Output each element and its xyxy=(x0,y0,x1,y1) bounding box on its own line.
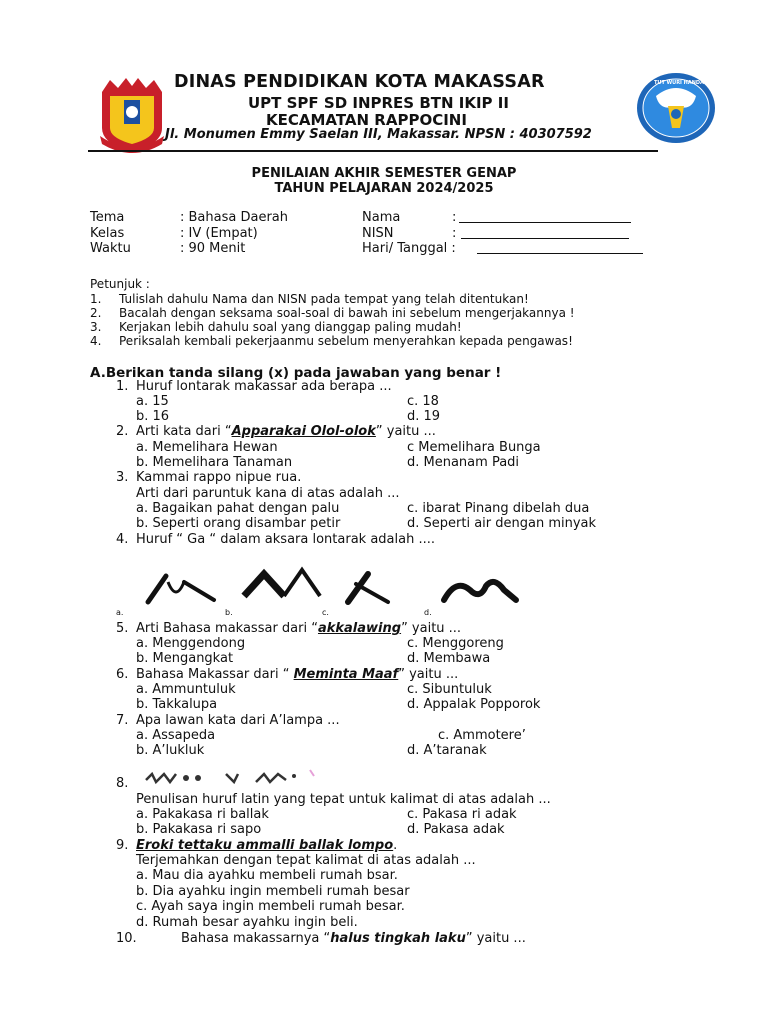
q4-number: 4. xyxy=(116,532,129,547)
q7-option-d[interactable]: d. A’taranak xyxy=(407,743,487,758)
q8-option-b[interactable]: b. Pakakasa ri sapo xyxy=(136,822,262,837)
q9-number: 9. xyxy=(116,838,129,853)
petunjuk-item-2: Bacalah dengan seksama soal-soal di bawah ini sebelum mengerjakannya ! xyxy=(119,306,575,320)
q2-option-d[interactable]: d. Menanam Padi xyxy=(407,455,520,470)
q5-option-b[interactable]: b. Mengangkat xyxy=(136,651,234,666)
q3-option-d[interactable]: d. Seperti air dengan minyak xyxy=(407,516,597,531)
exam-title-line2: TAHUN PELAJARAN 2024/2025 xyxy=(274,181,494,196)
section-a-title: A.Berikan tanda silang (x) pada jawaban yang benar ! xyxy=(90,365,502,381)
nisn-blank[interactable] xyxy=(461,227,629,239)
q4-option-b[interactable]: b. xyxy=(225,608,233,617)
q7-option-a[interactable]: a. Assapeda xyxy=(136,728,216,743)
nama-colon: : xyxy=(452,210,457,225)
q9-option-a[interactable]: a. Mau dia ayahku membeli rumah bsar. xyxy=(136,868,398,883)
nama-blank[interactable] xyxy=(459,211,631,223)
q1-option-d[interactable]: d. 19 xyxy=(407,409,441,424)
q8-text: Penulisan huruf latin yang tepat untuk kalimat di atas adalah ... xyxy=(136,792,551,807)
petunjuk-num-2: 2. xyxy=(90,306,102,320)
q6-option-b[interactable]: b. Takkalupa xyxy=(136,697,218,712)
q3-number: 3. xyxy=(116,470,129,485)
q7-option-b[interactable]: b. A’lukluk xyxy=(136,743,205,758)
nisn-label: NISN xyxy=(362,226,394,241)
q4-option-a[interactable]: a. xyxy=(116,608,124,617)
q6-option-a[interactable]: a. Ammuntuluk xyxy=(136,682,236,697)
lontara-glyph-d xyxy=(440,572,520,606)
q3-option-c[interactable]: c. ibarat Pinang dibelah dua xyxy=(407,501,590,516)
q5-option-d[interactable]: d. Membawa xyxy=(407,651,491,666)
kelas-label: Kelas xyxy=(90,226,125,241)
q2-option-b[interactable]: b. Memelihara Tanaman xyxy=(136,455,293,470)
q5-option-c[interactable]: c. Menggoreng xyxy=(407,636,504,651)
q6-number: 6. xyxy=(116,667,129,682)
tut-wuri-handayani-logo xyxy=(636,72,716,144)
header-line1: DINAS PENDIDIKAN KOTA MAKASSAR xyxy=(174,72,545,92)
q6-text: Bahasa Makassar dari “ Meminta Maaf” yaitu ... xyxy=(136,667,459,682)
petunjuk-item-3: Kerjakan lebih dahulu soal yang dianggap paling mudah! xyxy=(119,320,462,334)
makassar-logo xyxy=(96,74,168,154)
q3-text2: Arti dari paruntuk kana di atas adalah ... xyxy=(136,486,400,501)
q1-option-c[interactable]: c. 18 xyxy=(407,394,439,409)
q10-text: Bahasa makassarnya “halus tingkah laku” yaitu ... xyxy=(181,931,526,946)
q5-number: 5. xyxy=(116,621,129,636)
petunjuk-num-4: 4. xyxy=(90,334,102,348)
q9-text: Eroki tettaku ammalli ballak lompo. xyxy=(136,838,398,853)
header-line2: UPT SPF SD INPRES BTN IKIP II xyxy=(248,94,509,112)
q3-option-a[interactable]: a. Bagaikan pahat dengan palu xyxy=(136,501,340,516)
q7-option-c[interactable]: c. Ammotere’ xyxy=(438,728,526,743)
q3-text: Kammai rappo nipue rua. xyxy=(136,470,302,485)
q4-text: Huruf “ Ga “ dalam aksara lontarak adalah .... xyxy=(136,532,435,547)
q1-option-a[interactable]: a. 15 xyxy=(136,394,169,409)
tema-value: : Bahasa Daerah xyxy=(180,210,288,225)
q1-option-b[interactable]: b. 16 xyxy=(136,409,170,424)
hari-tanggal-blank[interactable] xyxy=(477,242,643,254)
q5-option-a[interactable]: a. Menggendong xyxy=(136,636,246,651)
q5-text: Arti Bahasa makassar dari “akkalawing” yaitu ... xyxy=(136,621,462,636)
tema-label: Tema xyxy=(90,210,125,225)
petunjuk-num-3: 3. xyxy=(90,320,102,334)
petunjuk-num-1: 1. xyxy=(90,292,102,306)
waktu-label: Waktu xyxy=(90,241,131,256)
header-address: Jl. Monumen Emmy Saelan III, Makassar. NPSN : 40307592 xyxy=(165,127,592,142)
nama-label: Nama xyxy=(362,210,401,225)
lontara-glyph-c xyxy=(338,566,394,608)
nisn-colon: : xyxy=(452,226,457,241)
q6-option-d[interactable]: d. Appalak Popporok xyxy=(407,697,541,712)
logo-motto: TUT WURI HANDAYANI xyxy=(654,80,717,86)
q8-number: 8. xyxy=(116,776,129,791)
q2-option-c[interactable]: c Memelihara Bunga xyxy=(407,440,541,455)
q7-text: Apa lawan kata dari A’lampa ... xyxy=(136,713,340,728)
q7-number: 7. xyxy=(116,713,129,728)
q9-option-c[interactable]: c. Ayah saya ingin membeli rumah besar. xyxy=(136,899,405,914)
petunjuk-label: Petunjuk : xyxy=(90,277,150,291)
q4-option-c[interactable]: c. xyxy=(322,608,329,617)
q9-option-d[interactable]: d. Rumah besar ayahku ingin beli. xyxy=(136,915,358,930)
q9-option-b[interactable]: b. Dia ayahku ingin membeli rumah besar xyxy=(136,884,410,899)
q8-option-c[interactable]: c. Pakasa ri adak xyxy=(407,807,517,822)
header-divider xyxy=(88,150,658,152)
q10-number: 10. xyxy=(116,931,137,946)
lontara-glyph-b xyxy=(240,562,324,608)
q8-option-d[interactable]: d. Pakasa adak xyxy=(407,822,505,837)
q2-number: 2. xyxy=(116,424,129,439)
petunjuk-item-1: Tulislah dahulu Nama dan NISN pada tempat yang telah ditentukan! xyxy=(119,292,529,306)
q2-option-a[interactable]: a. Memelihara Hewan xyxy=(136,440,278,455)
q1-number: 1. xyxy=(116,379,129,394)
q9-text2: Terjemahkan dengan tepat kalimat di atas adalah ... xyxy=(136,853,476,868)
q2-text: Arti kata dari “Apparakai Olol-olok” yaitu ... xyxy=(136,424,436,439)
lontara-glyph-a xyxy=(140,562,220,608)
waktu-value: : 90 Menit xyxy=(180,241,246,256)
q4-option-d[interactable]: d. xyxy=(424,608,432,617)
kelas-value: : IV (Empat) xyxy=(180,226,258,241)
q1-text: Huruf lontarak makassar ada berapa ... xyxy=(136,379,392,394)
hari-tanggal-label: Hari/ Tanggal : xyxy=(362,241,456,256)
q3-option-b[interactable]: b. Seperti orang disambar petir xyxy=(136,516,341,531)
q8-option-a[interactable]: a. Pakakasa ri ballak xyxy=(136,807,269,822)
petunjuk-item-4: Periksalah kembali pekerjaanmu sebelum menyerahkan kepada pengawas! xyxy=(119,334,573,348)
q6-option-c[interactable]: c. Sibuntuluk xyxy=(407,682,492,697)
lontara-sentence-image xyxy=(142,766,322,788)
header-line3: KECAMATAN RAPPOCINI xyxy=(266,111,467,129)
exam-title-line1: PENILAIAN AKHIR SEMESTER GENAP xyxy=(251,166,517,181)
